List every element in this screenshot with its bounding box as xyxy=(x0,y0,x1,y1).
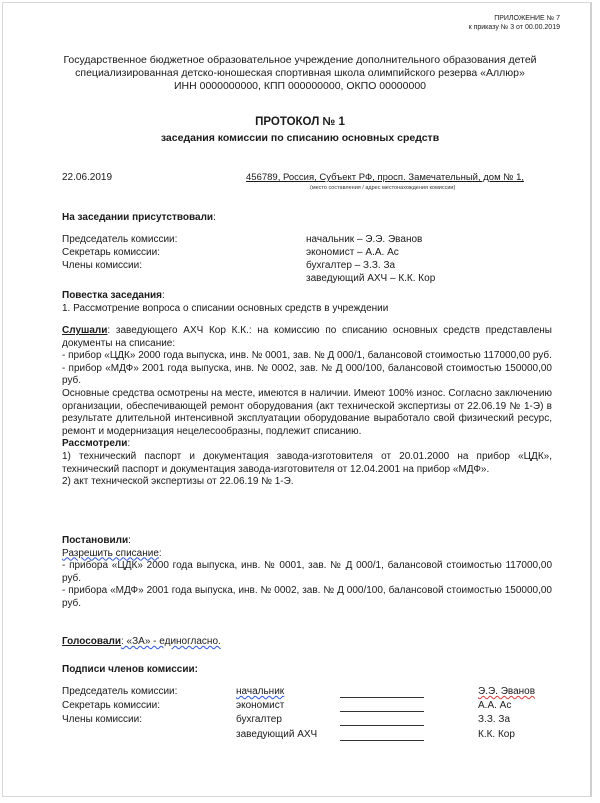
heard-heading: Слушали xyxy=(62,325,108,336)
org-name-line2: специализированная детско-юношеская спортивная школа олимпийского резерва «Аллюр» xyxy=(75,67,525,79)
place-caption: (место составления / адрес местонахождения комиссии) xyxy=(310,185,456,191)
voted-line xyxy=(62,636,221,649)
sign-name-member1: З.З. За xyxy=(478,714,511,725)
present-role-secretary: Секретарь комиссии: xyxy=(62,247,160,258)
present-person-chair: начальник – Э.Э. Эванов xyxy=(306,234,423,245)
sign-position-secretary: экономист xyxy=(236,700,285,711)
signature-line-chair xyxy=(340,697,424,698)
agenda-item: 1. Рассмотрение вопроса о списании основных средств в учреждении xyxy=(62,303,389,314)
voted-heading: Голосовали xyxy=(62,636,121,647)
sign-role-members: Члены комиссии: xyxy=(62,714,143,725)
sign-name-secretary: А.А. Ас xyxy=(478,700,512,711)
heard-section: Слушали: заведующего АХЧ Кор К.К.: на комиссию по списанию основных средств представлены документы на списание: - прибор «ЦДК» 2000 года выпуска, инв. № 0001, зав. № Д 000/1, балансовой стоимостью 117000,00 руб. - прибор «МДФ» 2001 года выпуска, инв. № 0002, зав. № Д 000/100, балансовой стоимостью 150000,00 руб. Основные средства осмотрены на месте, имеются в наличии. Имеют 100% износ. Согласно заключению организации, обеспечивающей ремонт оборудования (акт технической экспертизы от 22.06.19 № 1-Э) в результате длительной интенсивной эксплуатации оборудование выработало свой физический ресурс, ремонт и модернизация нецелесообразны, подлежит списанию. Рассмотрели: 1) технический паспорт и документация завода-изготовителя от 20.01.2000 на прибор «ЦДК», технический паспорт и документация завода-изготовителя от 12.04.2001 на прибор «МДФ». 2) акт технической экспертизы от 22.06.19 № 1-Э. xyxy=(62,325,552,488)
sign-position-member2: заведующий АХЧ xyxy=(236,729,318,740)
appendix-order: к приказу № 3 от 00.00.2019 xyxy=(468,24,560,31)
protocol-subtitle: заседания комиссии по списанию основных средств xyxy=(160,132,440,144)
protocol-date: 22.06.2019 xyxy=(62,172,113,183)
appendix-title: ПРИЛОЖЕНИЕ № 7 xyxy=(494,15,560,22)
reviewed-heading: Рассмотрели xyxy=(62,438,128,450)
present-person-member2: заведующий АХЧ – К.К. Кор xyxy=(306,273,436,284)
present-person-member1: бухгалтер – З.З. За xyxy=(306,260,396,271)
protocol-place: 456789, Россия, Субъект РФ, просп. Замечательный, дом № 1, xyxy=(246,172,525,183)
present-heading: На заседании присутствовали: xyxy=(62,212,216,223)
heard-text: Основные средства осмотрены на месте, имеются в наличии. Имеют 100% износ. Согласно заключению организации, обеспечивающей ремонт оборудования (акт технической экспертизы от 22.06.19 № 1-Э) в результате длительной интенсивной эксплуатации оборудование выработало свой физический ресурс, ремонт и модернизация нецелесообразны, подлежит списанию. xyxy=(62,387,552,437)
org-requisites: ИНН 0000000000, КПП 000000000, ОКПО 00000000 xyxy=(173,80,426,92)
signature-line-member1 xyxy=(340,725,424,726)
present-person-secretary: экономист – А.А. Ас xyxy=(306,247,399,258)
present-role-chair: Председатель комиссии: xyxy=(62,234,178,245)
appendix-note xyxy=(469,14,560,32)
heard-item2: - прибор «МДФ» 2001 года выпуска, инв. № 0002, зав. № Д 000/100, балансовой стоимостью 150000,00 руб. xyxy=(62,362,552,387)
sign-position-member1: бухгалтер xyxy=(236,714,282,725)
decided-heading: Постановили xyxy=(62,535,129,546)
signature-line-member2 xyxy=(340,740,424,741)
sign-name-chair: Э.Э. Эванов xyxy=(478,686,536,697)
decided-section: Постановили: Разрешить списание: - прибора «ЦДК» 2000 года выпуска, инв. № 0001, зав. № Д 000/1, балансовой стоимостью 117000,00 руб. - прибора «МДФ» 2001 года выпуска, инв. № 0002, зав. № Д 000/100, балансовой стоимостью 150000,00 руб. xyxy=(62,535,552,609)
sign-position-chair: начальник xyxy=(236,686,285,697)
sign-role-chair: Председатель комиссии: xyxy=(62,686,178,697)
sign-name-member2: К.К. Кор xyxy=(478,729,515,740)
reviewed-item1: 1) технический паспорт и документация завода-изготовителя от 20.01.2000 на прибор «ЦДК», технический паспорт и документация завода-изготовителя от 12.04.2001 на прибор «МДФ». xyxy=(62,450,552,475)
signature-line-secretary xyxy=(340,711,424,712)
heard-intro: : заведующего АХЧ Кор К.К.: на комиссию по списанию основных средств представлены документы на списание: xyxy=(62,325,552,349)
present-role-members: Члены комиссии: xyxy=(62,260,143,271)
decided-allow: Разрешить списание xyxy=(62,547,159,559)
reviewed-item2: 2) акт технической экспертизы от 22.06.19 № 1-Э. xyxy=(62,476,294,488)
sign-role-secretary: Секретарь комиссии: xyxy=(62,700,160,711)
agenda-heading: Повестка заседания: xyxy=(62,290,165,301)
heard-item1: - прибор «ЦДК» 2000 года выпуска, инв. № 0001, зав. № Д 000/1, балансовой стоимостью 117000,00 руб. xyxy=(62,350,552,362)
decided-item1: - прибора «ЦДК» 2000 года выпуска, инв. № 0001, зав. № Д 000/1, балансовой стоимостью 117000,00 руб. xyxy=(62,560,552,584)
voted-text: : «ЗА» - единогласно. xyxy=(120,636,221,647)
signatures-heading: Подписи членов комиссии: xyxy=(62,664,198,675)
org-name-line1: Государственное бюджетное образовательное учреждение дополнительного образования детей xyxy=(63,54,537,66)
decided-item2: - прибора «МДФ» 2001 года выпуска, инв. № 0002, зав. № Д 000/100, балансовой стоимостью 150000,00 руб. xyxy=(62,585,552,609)
protocol-title: ПРОТОКОЛ № 1 xyxy=(255,116,345,128)
